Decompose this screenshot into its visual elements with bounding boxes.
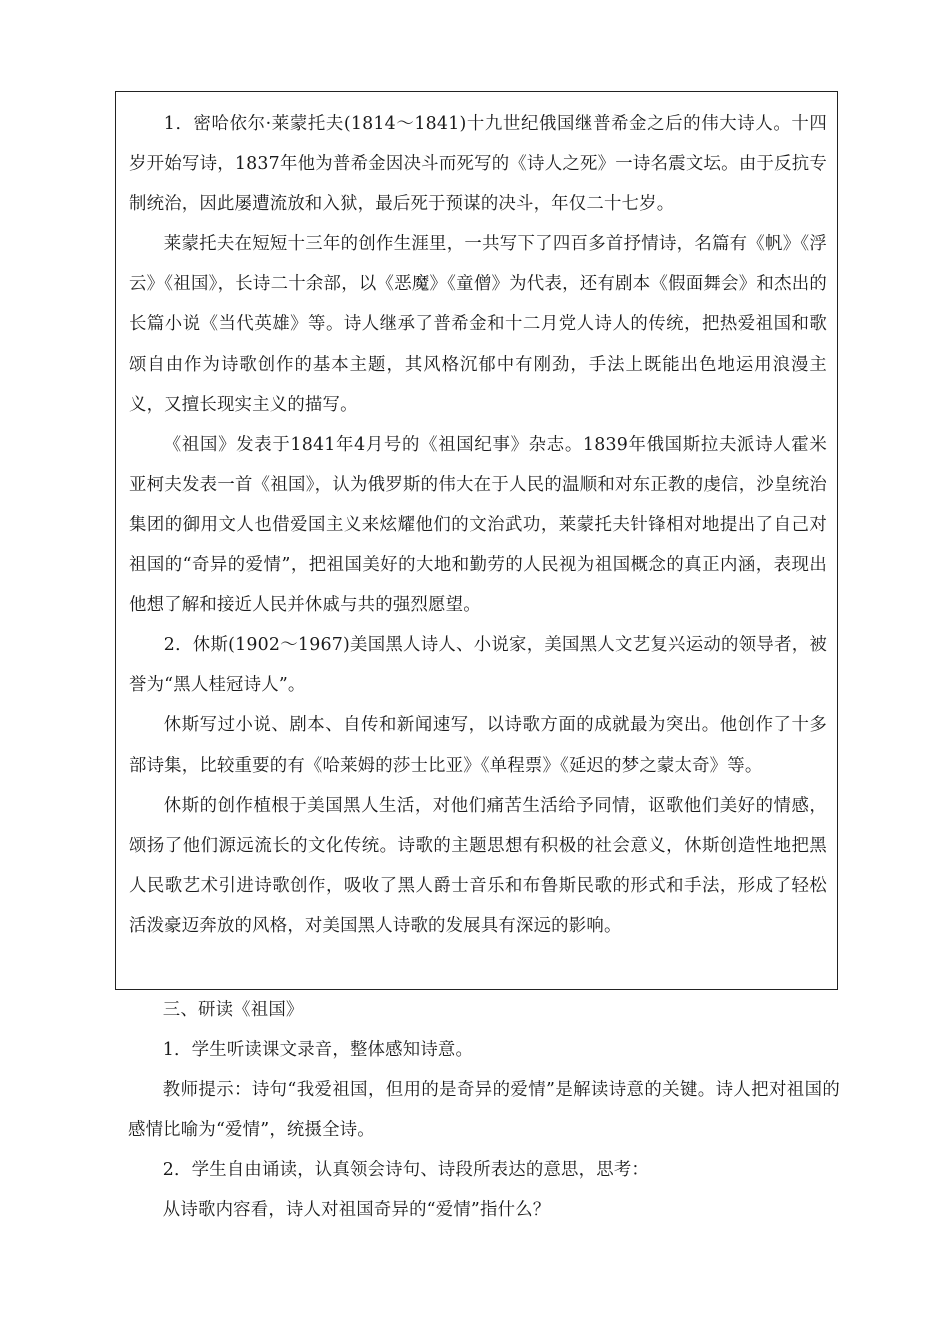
paragraph-teacher-tip: 教师提示：诗句“我爱祖国，但用的是奇异的爱情”是解读诗意的关键。诗人把对祖国的感情比喻为“爱情”，统摄全诗。 <box>128 1080 840 1141</box>
section-heading: 三、研读《祖国》 <box>162 1000 304 1020</box>
paragraph-step-2: 2．学生自由诵读，认真领会诗句、诗段所表达的意思，思考： <box>162 1160 650 1181</box>
section-study-motherland <box>128 990 840 1231</box>
paragraph-lermontov-works: 莱蒙托夫在短短十三年的创作生涯里，一共写下了四百多首抒情诗，名篇有《帆》《浮云》《祖国》，长诗二十余部，以《恶魔》《童僧》为代表，还有剧本《假面舞会》和杰出的长篇小说《当代英雄》等。诗人继承了普希金和十二月党人诗人的传统，把热爱祖国和歌颂自由作为诗歌创作的基本主题，其风格沉郁中有刚劲，手法上既能出色地运用浪漫主义，又擅长现实主义的描写。 <box>129 234 827 415</box>
boxed-author-notes <box>115 91 838 990</box>
paragraph-hughes-style: 休斯的创作植根于美国黑人生活，对他们痛苦生活给予同情，讴歌他们美好的情感，颂扬了他们源远流长的文化传统。诗歌的主题思想有积极的社会意义，休斯创造性地把黑人民歌艺术引进诗歌创作，吸收了黑人爵士音乐和布鲁斯民歌的形式和手法，形成了轻松活泼豪迈奔放的风格，对美国黑人诗歌的发展具有深远的影响。 <box>129 795 827 936</box>
paragraph-motherland-background: 《祖国》发表于1841年4月号的《祖国纪事》杂志。1839年俄国斯拉夫派诗人霍米亚柯夫发表一首《祖国》，认为俄罗斯的伟大在于人民的温顺和对东正教的虔信，沙皇统治集团的御用文人也借爱国主义来炫耀他们的文治武功，莱蒙托夫针锋相对地提出了自己对祖国的“奇异的爱情”，把祖国美好的大地和勤劳的人民视为祖国概念的真正内涵，表现出他想了解和接近人民并休戚与共的强烈愿望。 <box>129 434 827 616</box>
paragraph-hughes-intro: 2．休斯(1902～1967)美国黑人诗人、小说家，美国黑人文艺复兴运动的领导者，被誉为“黑人桂冠诗人”。 <box>129 635 827 696</box>
paragraph-step-1: 1．学生听读课文录音，整体感知诗意。 <box>162 1040 474 1061</box>
paragraph-lermontov-intro: 1．密哈依尔·莱蒙托夫(1814～1841)十九世纪俄国继普希金之后的伟大诗人。十四岁开始写诗，1837年他为普希金因决斗而死写的《诗人之死》一诗名震文坛。由于反抗专制统治，因此屡遭流放和入狱，最后死于预谋的决斗，年仅二十七岁。 <box>129 114 827 215</box>
paragraph-hughes-works: 休斯写过小说、剧本、自传和新闻速写，以诗歌方面的成就最为突出。他创作了十多部诗集，比较重要的有《哈莱姆的莎士比亚》《单程票》《延迟的梦之蒙太奇》等。 <box>129 715 827 776</box>
paragraph-question: 从诗歌内容看，诗人对祖国奇异的“爱情”指什么？ <box>162 1200 551 1221</box>
